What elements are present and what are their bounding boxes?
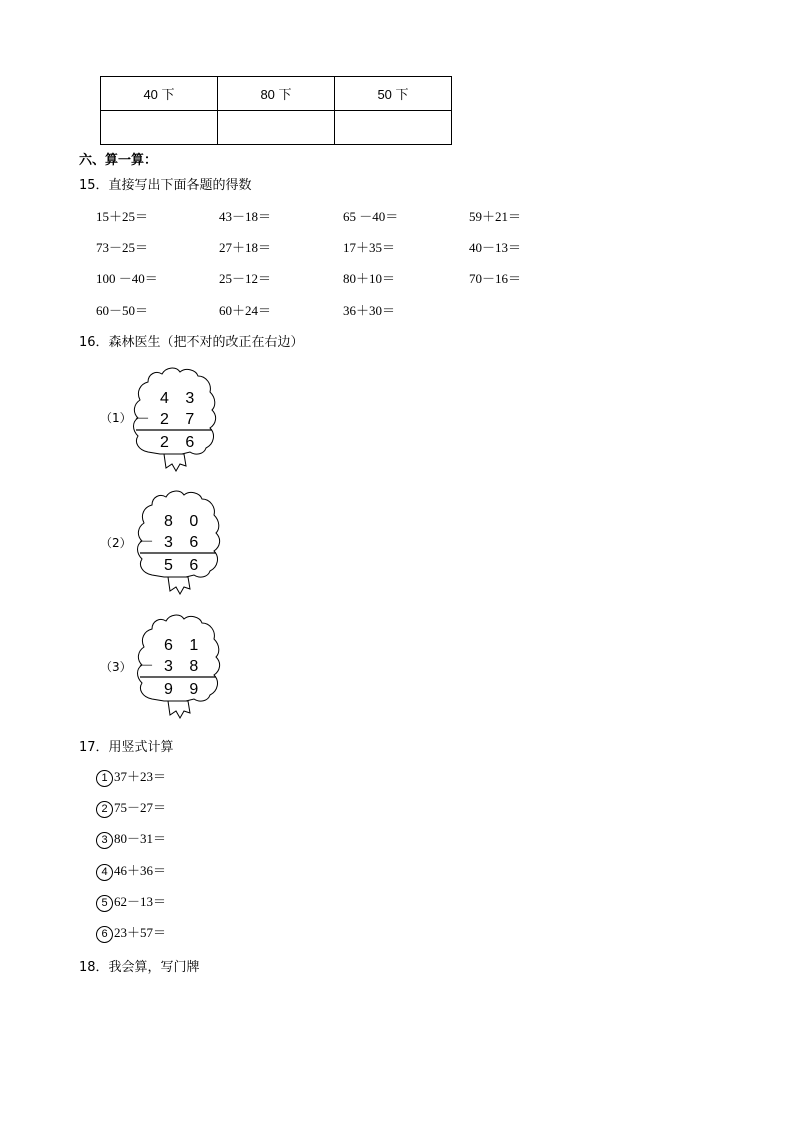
minuend-digits: 4 3 bbox=[160, 390, 201, 407]
difference-digits: 5 6 bbox=[164, 557, 205, 574]
vertical-calc-expr: 75－27＝ bbox=[114, 800, 167, 815]
tree-trunk bbox=[164, 454, 186, 471]
equation: 43－18＝ bbox=[219, 209, 272, 224]
equation: 100 －40＝ bbox=[96, 271, 158, 286]
tally-answer-cell[interactable] bbox=[101, 111, 218, 145]
subtrahend-digits: 3 8 bbox=[164, 658, 205, 675]
tree-figure bbox=[134, 611, 224, 721]
tally-header-cell: 50 下 bbox=[335, 77, 452, 111]
vertical-calc-item bbox=[96, 797, 166, 818]
equation: 15＋25＝ bbox=[96, 209, 149, 224]
item-number-badge: 6 bbox=[96, 926, 113, 943]
tree-trunk bbox=[168, 577, 190, 594]
vertical-calc-expr: 80－31＝ bbox=[114, 831, 167, 846]
vertical-calc-expr: 23＋57＝ bbox=[114, 925, 167, 940]
section-title: 六、算一算： bbox=[79, 153, 158, 168]
tree-label: （3） bbox=[100, 660, 132, 674]
equation: 73－25＝ bbox=[96, 240, 149, 255]
minus-sign: － bbox=[134, 411, 151, 428]
equation: 40－13＝ bbox=[469, 240, 522, 255]
subtrahend-digits: 3 6 bbox=[164, 534, 205, 551]
equation: 25－12＝ bbox=[219, 271, 272, 286]
tally-header-row bbox=[101, 77, 452, 111]
minuend-digits: 6 1 bbox=[164, 637, 205, 654]
vertical-calc-item bbox=[96, 922, 166, 943]
tally-header-cell: 40 下 bbox=[101, 77, 218, 111]
tree-label: （1） bbox=[100, 411, 132, 425]
equation: 17＋35＝ bbox=[343, 240, 396, 255]
item-number-badge: 5 bbox=[96, 895, 113, 912]
tally-table bbox=[100, 76, 452, 145]
equation: 27＋18＝ bbox=[219, 240, 272, 255]
vertical-calc-expr: 62－13＝ bbox=[114, 894, 167, 909]
tally-header-cell: 80 下 bbox=[218, 77, 335, 111]
tree-trunk bbox=[168, 701, 190, 718]
item-number-badge: 2 bbox=[96, 801, 113, 818]
item-number-badge: 3 bbox=[96, 832, 113, 849]
vertical-calc-expr: 37＋23＝ bbox=[114, 769, 167, 784]
minus-sign: － bbox=[138, 658, 155, 675]
equation: 60－50＝ bbox=[96, 303, 149, 318]
vertical-calc-expr: 46＋36＝ bbox=[114, 863, 167, 878]
item-number-badge: 4 bbox=[96, 864, 113, 881]
vertical-calc-item bbox=[96, 891, 166, 912]
equation: 60＋24＝ bbox=[219, 303, 272, 318]
vertical-calc-item bbox=[96, 860, 166, 881]
item-number-badge: 1 bbox=[96, 770, 113, 787]
equation: 65 －40＝ bbox=[343, 209, 399, 224]
tally-answer-cell[interactable] bbox=[218, 111, 335, 145]
question-15-title: 15．直接写出下面各题的得数 bbox=[79, 178, 252, 193]
minus-sign: － bbox=[138, 534, 155, 551]
equation: 70－16＝ bbox=[469, 271, 522, 286]
equation: 59＋21＝ bbox=[469, 209, 522, 224]
vertical-calc-item bbox=[96, 828, 166, 849]
vertical-calc-item bbox=[96, 766, 166, 787]
equation: 80＋10＝ bbox=[343, 271, 396, 286]
tree-figure bbox=[134, 487, 224, 597]
tree-figure bbox=[130, 364, 220, 474]
difference-digits: 9 9 bbox=[164, 681, 205, 698]
question-16-title: 16．森林医生（把不对的改正在右边） bbox=[79, 335, 304, 350]
tally-answer-cell[interactable] bbox=[335, 111, 452, 145]
minuend-digits: 8 0 bbox=[164, 513, 205, 530]
question-18-title: 18．我会算，写门牌 bbox=[79, 960, 200, 975]
subtrahend-digits: 2 7 bbox=[160, 411, 201, 428]
question-17-title: 17．用竖式计算 bbox=[79, 740, 174, 755]
difference-digits: 2 6 bbox=[160, 434, 201, 451]
tree-label: （2） bbox=[100, 536, 132, 550]
tally-answer-row bbox=[101, 111, 452, 145]
equation: 36＋30＝ bbox=[343, 303, 396, 318]
